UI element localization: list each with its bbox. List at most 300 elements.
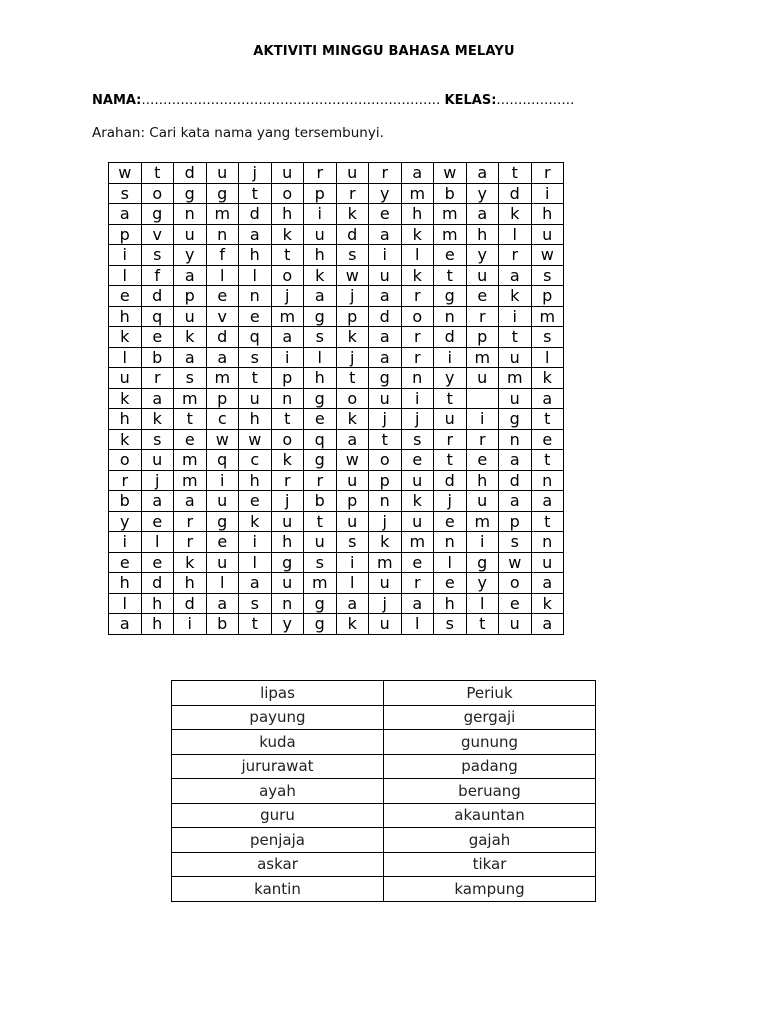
grid-letter-cell: r <box>109 470 142 491</box>
grid-letter-cell: m <box>466 511 499 532</box>
word-list-table <box>171 680 596 902</box>
grid-letter-cell: r <box>531 163 564 184</box>
grid-row <box>109 183 564 204</box>
grid-letter-cell: u <box>369 265 402 286</box>
grid-letter-cell: n <box>174 204 207 225</box>
grid-letter-cell: i <box>434 347 467 368</box>
grid-letter-cell: a <box>369 286 402 307</box>
grid-letter-cell: g <box>206 511 239 532</box>
grid-letter-cell: m <box>401 532 434 553</box>
grid-letter-cell: g <box>206 183 239 204</box>
grid-letter-cell: n <box>499 429 532 450</box>
grid-letter-cell: k <box>401 491 434 512</box>
word-list-item: askar <box>172 852 384 877</box>
grid-letter-cell: r <box>174 511 207 532</box>
grid-letter-cell: e <box>141 511 174 532</box>
grid-letter-cell: k <box>109 429 142 450</box>
grid-letter-cell: d <box>141 573 174 594</box>
grid-letter-cell: a <box>141 388 174 409</box>
grid-letter-cell: k <box>401 224 434 245</box>
grid-letter-cell: l <box>304 347 337 368</box>
grid-letter-cell: a <box>239 573 272 594</box>
grid-letter-cell: l <box>401 614 434 635</box>
grid-letter-cell: l <box>531 347 564 368</box>
grid-letter-cell: k <box>499 204 532 225</box>
grid-letter-cell: u <box>531 552 564 573</box>
grid-letter-cell: t <box>434 388 467 409</box>
grid-letter-cell: d <box>239 204 272 225</box>
worksheet-title: AKTIVITI MINGGU BAHASA MELAYU <box>253 44 515 59</box>
grid-letter-cell: c <box>206 409 239 430</box>
grid-letter-cell: w <box>434 163 467 184</box>
grid-letter-cell: s <box>141 429 174 450</box>
grid-letter-cell: j <box>239 163 272 184</box>
grid-letter-cell: u <box>466 491 499 512</box>
grid-letter-cell: u <box>174 306 207 327</box>
grid-letter-cell: d <box>336 224 369 245</box>
grid-row <box>109 409 564 430</box>
grid-letter-cell: y <box>271 614 304 635</box>
grid-letter-cell: a <box>466 204 499 225</box>
word-list-item: payung <box>172 705 384 730</box>
grid-letter-cell: u <box>466 265 499 286</box>
grid-letter-cell: g <box>271 552 304 573</box>
grid-letter-cell: o <box>141 183 174 204</box>
grid-letter-cell: t <box>271 409 304 430</box>
grid-letter-cell: e <box>304 409 337 430</box>
grid-letter-cell: h <box>304 368 337 389</box>
grid-letter-cell: j <box>271 491 304 512</box>
class-label: KELAS: <box>444 93 497 108</box>
grid-letter-cell: e <box>141 327 174 348</box>
grid-letter-cell: m <box>304 573 337 594</box>
grid-letter-cell: w <box>499 552 532 573</box>
grid-letter-cell: u <box>109 368 142 389</box>
grid-letter-cell: a <box>369 224 402 245</box>
grid-letter-cell: t <box>466 614 499 635</box>
grid-letter-cell: t <box>531 450 564 471</box>
word-list-item: kuda <box>172 730 384 755</box>
grid-letter-cell: k <box>369 532 402 553</box>
grid-letter-cell: t <box>531 511 564 532</box>
grid-letter-cell: o <box>271 183 304 204</box>
word-list-item: gunung <box>384 730 596 755</box>
word-list-item: lipas <box>172 681 384 706</box>
grid-letter-cell: b <box>109 491 142 512</box>
grid-letter-cell: e <box>109 286 142 307</box>
grid-letter-cell: i <box>271 347 304 368</box>
grid-letter-cell: i <box>109 532 142 553</box>
word-list-row <box>172 730 596 755</box>
word-search-grid <box>108 162 564 635</box>
grid-letter-cell: k <box>336 327 369 348</box>
grid-letter-cell: p <box>174 286 207 307</box>
grid-letter-cell: r <box>304 470 337 491</box>
grid-letter-cell: h <box>239 470 272 491</box>
grid-letter-cell: r <box>499 245 532 266</box>
grid-row <box>109 614 564 635</box>
grid-letter-cell: n <box>531 532 564 553</box>
grid-letter-cell: p <box>206 388 239 409</box>
grid-letter-cell: p <box>271 368 304 389</box>
grid-letter-cell: n <box>206 224 239 245</box>
grid-letter-cell: t <box>434 450 467 471</box>
grid-row <box>109 470 564 491</box>
grid-row <box>109 245 564 266</box>
grid-letter-cell: a <box>206 593 239 614</box>
grid-letter-cell: a <box>239 224 272 245</box>
word-list-item: gajah <box>384 828 596 853</box>
grid-letter-cell: l <box>466 593 499 614</box>
grid-letter-cell: e <box>434 511 467 532</box>
word-list-row <box>172 803 596 828</box>
grid-letter-cell: g <box>304 450 337 471</box>
grid-row <box>109 306 564 327</box>
word-list-row <box>172 852 596 877</box>
grid-letter-cell: a <box>336 429 369 450</box>
grid-letter-cell: k <box>271 450 304 471</box>
grid-letter-cell: h <box>466 470 499 491</box>
grid-letter-cell: n <box>271 593 304 614</box>
grid-letter-cell: h <box>271 532 304 553</box>
grid-letter-cell: u <box>499 347 532 368</box>
word-list-item: akauntan <box>384 803 596 828</box>
grid-letter-cell: s <box>336 532 369 553</box>
grid-letter-cell: a <box>369 327 402 348</box>
grid-letter-cell: j <box>141 470 174 491</box>
grid-letter-cell: w <box>336 265 369 286</box>
grid-letter-cell: h <box>174 573 207 594</box>
grid-letter-cell: g <box>174 183 207 204</box>
grid-letter-cell: r <box>434 429 467 450</box>
word-list-row <box>172 754 596 779</box>
grid-letter-cell: j <box>336 347 369 368</box>
grid-letter-cell: e <box>401 450 434 471</box>
grid-letter-cell: q <box>304 429 337 450</box>
grid-letter-cell: w <box>531 245 564 266</box>
grid-letter-cell: e <box>434 245 467 266</box>
grid-letter-cell: u <box>304 224 337 245</box>
grid-letter-cell: i <box>109 245 142 266</box>
grid-letter-cell: i <box>531 183 564 204</box>
grid-letter-cell: m <box>466 347 499 368</box>
grid-letter-cell: q <box>239 327 272 348</box>
grid-letter-cell: a <box>401 593 434 614</box>
grid-letter-cell: t <box>141 163 174 184</box>
grid-letter-cell: b <box>304 491 337 512</box>
grid-letter-cell: e <box>206 532 239 553</box>
grid-letter-cell: o <box>271 265 304 286</box>
grid-row <box>109 450 564 471</box>
grid-letter-cell: d <box>499 470 532 491</box>
grid-letter-cell: m <box>174 470 207 491</box>
grid-letter-cell: u <box>239 388 272 409</box>
grid-letter-cell: m <box>401 183 434 204</box>
grid-letter-cell: e <box>401 552 434 573</box>
grid-letter-cell: k <box>239 511 272 532</box>
word-list-row <box>172 877 596 902</box>
grid-letter-cell: h <box>109 573 142 594</box>
grid-letter-cell: t <box>336 368 369 389</box>
grid-row <box>109 286 564 307</box>
grid-letter-cell: e <box>239 491 272 512</box>
grid-letter-cell: d <box>174 163 207 184</box>
grid-letter-cell: k <box>401 265 434 286</box>
grid-letter-cell: e <box>141 552 174 573</box>
grid-letter-cell: m <box>174 450 207 471</box>
grid-letter-cell: s <box>434 614 467 635</box>
grid-letter-cell: i <box>174 614 207 635</box>
student-info-line <box>92 93 574 108</box>
grid-letter-cell: n <box>271 388 304 409</box>
grid-letter-cell: e <box>206 286 239 307</box>
grid-letter-cell: u <box>141 450 174 471</box>
grid-letter-cell: p <box>369 470 402 491</box>
word-list-item: penjaja <box>172 828 384 853</box>
grid-letter-cell: w <box>206 429 239 450</box>
grid-letter-cell: y <box>174 245 207 266</box>
grid-letter-cell: g <box>304 306 337 327</box>
grid-letter-cell: l <box>239 265 272 286</box>
grid-letter-cell: u <box>499 614 532 635</box>
grid-letter-cell: k <box>336 204 369 225</box>
grid-letter-cell: h <box>141 593 174 614</box>
grid-letter-cell: h <box>239 245 272 266</box>
grid-letter-cell: e <box>434 573 467 594</box>
grid-letter-cell: n <box>401 368 434 389</box>
grid-letter-cell: h <box>434 593 467 614</box>
grid-letter-cell: s <box>336 245 369 266</box>
grid-letter-cell: e <box>499 593 532 614</box>
grid-letter-cell: f <box>141 265 174 286</box>
grid-letter-cell: j <box>336 286 369 307</box>
grid-letter-cell: e <box>109 552 142 573</box>
grid-letter-cell: m <box>174 388 207 409</box>
grid-letter-cell: a <box>174 491 207 512</box>
grid-letter-cell: l <box>401 245 434 266</box>
grid-letter-cell: i <box>336 552 369 573</box>
grid-letter-cell: g <box>466 552 499 573</box>
grid-letter-cell: s <box>304 327 337 348</box>
grid-letter-cell: j <box>434 491 467 512</box>
grid-letter-cell: e <box>369 204 402 225</box>
grid-letter-cell: a <box>401 163 434 184</box>
grid-letter-cell: p <box>336 306 369 327</box>
grid-letter-cell: l <box>239 552 272 573</box>
grid-letter-cell: j <box>369 511 402 532</box>
grid-letter-cell: a <box>174 265 207 286</box>
grid-letter-cell: l <box>109 347 142 368</box>
grid-letter-cell: r <box>174 532 207 553</box>
grid-row <box>109 163 564 184</box>
grid-letter-cell: n <box>434 532 467 553</box>
grid-letter-cell: h <box>304 245 337 266</box>
word-list-item: padang <box>384 754 596 779</box>
grid-letter-cell: a <box>174 347 207 368</box>
grid-letter-cell: s <box>239 347 272 368</box>
grid-letter-cell: l <box>434 552 467 573</box>
grid-letter-cell: a <box>141 491 174 512</box>
grid-letter-cell: a <box>531 491 564 512</box>
grid-letter-cell: t <box>531 409 564 430</box>
grid-letter-cell: k <box>141 409 174 430</box>
grid-letter-cell: t <box>369 429 402 450</box>
grid-letter-cell: s <box>239 593 272 614</box>
grid-letter-cell: m <box>434 204 467 225</box>
grid-letter-cell: d <box>174 593 207 614</box>
grid-letter-cell: k <box>531 368 564 389</box>
grid-letter-cell: l <box>141 532 174 553</box>
grid-letter-cell: m <box>206 368 239 389</box>
grid-letter-cell: r <box>466 429 499 450</box>
grid-letter-cell: p <box>336 491 369 512</box>
grid-letter-cell: g <box>499 409 532 430</box>
grid-letter-cell: u <box>499 388 532 409</box>
grid-row <box>109 368 564 389</box>
grid-letter-cell: a <box>466 163 499 184</box>
grid-letter-cell: p <box>304 183 337 204</box>
grid-letter-cell: h <box>466 224 499 245</box>
grid-row <box>109 552 564 573</box>
grid-letter-cell: e <box>239 306 272 327</box>
grid-letter-cell: e <box>174 429 207 450</box>
grid-letter-cell: u <box>434 409 467 430</box>
grid-letter-cell: u <box>336 511 369 532</box>
grid-letter-cell: y <box>466 245 499 266</box>
grid-letter-cell: l <box>109 265 142 286</box>
grid-letter-cell: g <box>434 286 467 307</box>
grid-letter-cell: t <box>499 163 532 184</box>
grid-letter-cell: p <box>109 224 142 245</box>
grid-letter-cell: u <box>336 163 369 184</box>
grid-letter-cell: u <box>369 614 402 635</box>
grid-letter-cell: o <box>271 429 304 450</box>
grid-letter-cell: u <box>271 573 304 594</box>
grid-letter-cell: m <box>499 368 532 389</box>
grid-letter-cell: u <box>466 368 499 389</box>
grid-letter-cell: i <box>401 388 434 409</box>
grid-letter-cell: k <box>174 327 207 348</box>
grid-letter-cell: k <box>531 593 564 614</box>
grid-letter-cell: l <box>336 573 369 594</box>
grid-letter-cell: a <box>499 450 532 471</box>
grid-letter-cell: e <box>531 429 564 450</box>
grid-letter-cell: r <box>304 163 337 184</box>
grid-letter-cell: j <box>401 409 434 430</box>
grid-letter-cell: t <box>499 327 532 348</box>
grid-letter-cell: g <box>141 204 174 225</box>
grid-row <box>109 224 564 245</box>
grid-row <box>109 573 564 594</box>
grid-letter-cell: k <box>336 614 369 635</box>
word-list-item: tikar <box>384 852 596 877</box>
grid-row <box>109 347 564 368</box>
grid-letter-cell: k <box>304 265 337 286</box>
grid-letter-cell: u <box>531 224 564 245</box>
grid-letter-cell: o <box>336 388 369 409</box>
grid-letter-cell: d <box>499 183 532 204</box>
grid-letter-cell: u <box>401 511 434 532</box>
grid-letter-cell: t <box>434 265 467 286</box>
grid-letter-cell: m <box>369 552 402 573</box>
grid-letter-cell: a <box>531 614 564 635</box>
grid-letter-cell: g <box>304 614 337 635</box>
grid-letter-cell: b <box>434 183 467 204</box>
grid-letter-cell: n <box>369 491 402 512</box>
grid-letter-cell: k <box>109 327 142 348</box>
grid-letter-cell: s <box>531 327 564 348</box>
grid-letter-cell: q <box>141 306 174 327</box>
name-blank: …………………………………………………………… <box>141 93 441 108</box>
grid-letter-cell: p <box>531 286 564 307</box>
grid-letter-cell: i <box>466 532 499 553</box>
grid-letter-cell: y <box>434 368 467 389</box>
grid-letter-cell: r <box>336 183 369 204</box>
grid-letter-cell: u <box>304 532 337 553</box>
grid-letter-cell: a <box>206 347 239 368</box>
grid-letter-cell: r <box>466 306 499 327</box>
grid-letter-cell: w <box>109 163 142 184</box>
grid-letter-cell: i <box>206 470 239 491</box>
grid-letter-cell: n <box>531 470 564 491</box>
grid-letter-cell: a <box>369 347 402 368</box>
grid-letter-cell: t <box>239 368 272 389</box>
grid-letter-cell: t <box>271 245 304 266</box>
word-list-row <box>172 705 596 730</box>
class-blank: ……………… <box>496 93 575 108</box>
grid-letter-cell: r <box>401 327 434 348</box>
grid-letter-cell: d <box>369 306 402 327</box>
grid-letter-cell: a <box>499 265 532 286</box>
grid-letter-cell: s <box>401 429 434 450</box>
grid-row <box>109 511 564 532</box>
grid-letter-cell: a <box>304 286 337 307</box>
grid-letter-cell: u <box>369 573 402 594</box>
grid-letter-cell: u <box>174 224 207 245</box>
grid-letter-cell: k <box>174 552 207 573</box>
grid-letter-cell: y <box>369 183 402 204</box>
grid-letter-cell: m <box>434 224 467 245</box>
grid-letter-cell: t <box>239 183 272 204</box>
grid-letter-cell: h <box>141 614 174 635</box>
grid-letter-cell: a <box>271 327 304 348</box>
grid-letter-cell: u <box>271 511 304 532</box>
grid-letter-cell: j <box>369 409 402 430</box>
grid-letter-cell: s <box>499 532 532 553</box>
grid-letter-cell: u <box>369 388 402 409</box>
grid-letter-cell <box>466 388 499 409</box>
grid-letter-cell: h <box>109 409 142 430</box>
grid-letter-cell: h <box>271 204 304 225</box>
grid-letter-cell: i <box>499 306 532 327</box>
grid-letter-cell: h <box>531 204 564 225</box>
grid-letter-cell: i <box>466 409 499 430</box>
instruction-text: Arahan: Cari kata nama yang tersembunyi. <box>92 125 384 141</box>
grid-letter-cell: j <box>271 286 304 307</box>
grid-letter-cell: a <box>499 491 532 512</box>
grid-letter-cell: p <box>466 327 499 348</box>
word-list-row <box>172 779 596 804</box>
grid-letter-cell: t <box>174 409 207 430</box>
grid-row <box>109 491 564 512</box>
name-label: NAMA: <box>92 93 142 108</box>
grid-row <box>109 204 564 225</box>
grid-letter-cell: s <box>304 552 337 573</box>
grid-letter-cell: u <box>336 470 369 491</box>
word-list-item: ayah <box>172 779 384 804</box>
grid-letter-cell: r <box>401 347 434 368</box>
grid-letter-cell: g <box>304 388 337 409</box>
